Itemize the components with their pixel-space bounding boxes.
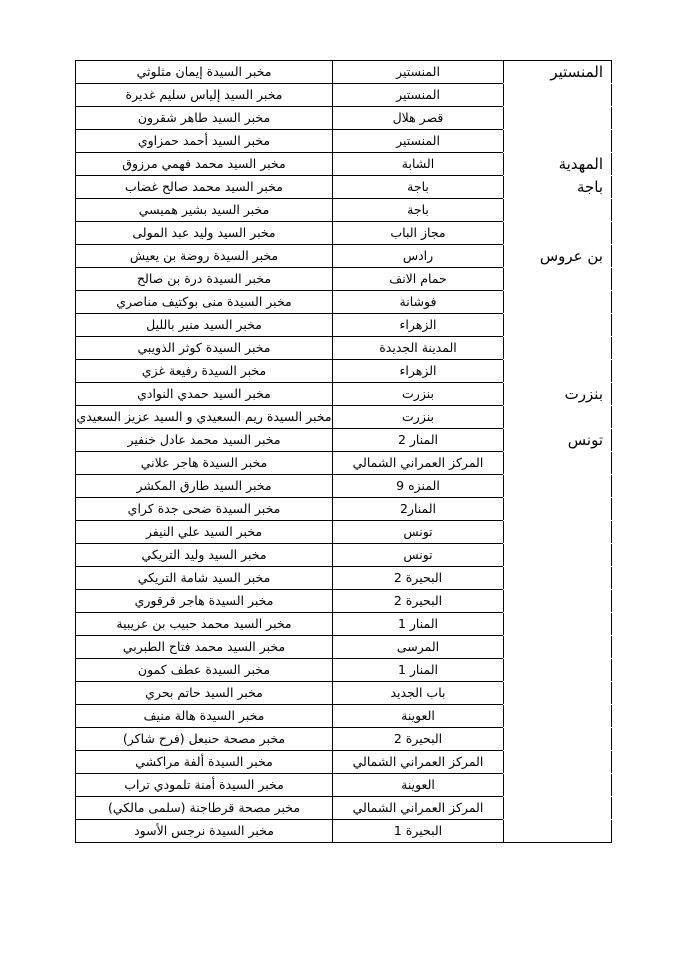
governorate-cell — [504, 199, 612, 222]
laboratory-cell: مخبر السيد محمد فهمي مرزوق — [76, 153, 333, 176]
laboratory-cell: مخبر السيدة نرجس الأسود — [76, 820, 333, 843]
laboratory-cell: مخبر السيدة عطف كمون — [76, 659, 333, 682]
laboratory-cell: مخبر السيدة منى بوكتيف مناصري — [76, 291, 333, 314]
table-row — [76, 222, 612, 245]
city-cell: المنستير — [333, 61, 504, 84]
laboratory-cell: مخبر السيد وليد التريكي — [76, 544, 333, 567]
city-cell: المنار 1 — [333, 659, 504, 682]
table-row — [76, 130, 612, 153]
city-cell: المنزه 9 — [333, 475, 504, 498]
governorate-cell — [504, 84, 612, 107]
table-row — [76, 659, 612, 682]
city-cell: المركز العمراني الشمالي — [333, 452, 504, 475]
city-cell: حمام الانف — [333, 268, 504, 291]
governorate-cell — [504, 659, 612, 682]
city-cell: باجة — [333, 199, 504, 222]
city-cell: المنستير — [333, 84, 504, 107]
governorate-cell — [504, 222, 612, 245]
city-cell: بنزرت — [333, 406, 504, 429]
city-cell: المنار 1 — [333, 613, 504, 636]
table-row — [76, 567, 612, 590]
laboratory-cell: مخبر السيد محمد صالح غضاب — [76, 176, 333, 199]
table-row — [76, 429, 612, 452]
table-row — [76, 728, 612, 751]
governorate-cell — [504, 682, 612, 705]
governorate-cell — [504, 337, 612, 360]
laboratory-cell: مخبر السيد حاتم بحري — [76, 682, 333, 705]
governorate-cell: باجة — [504, 176, 612, 199]
laboratory-cell: مخبر السيد إلياس سليم غديرة — [76, 84, 333, 107]
table-row — [76, 544, 612, 567]
governorate-cell — [504, 521, 612, 544]
laboratory-cell: مخبر السيد بشير هميسي — [76, 199, 333, 222]
governorate-cell — [504, 544, 612, 567]
governorate-cell: المهدية — [504, 153, 612, 176]
table-row — [76, 820, 612, 843]
laboratory-cell: مخبر السيد وليد عبد المولى — [76, 222, 333, 245]
table-row — [76, 176, 612, 199]
city-cell: تونس — [333, 544, 504, 567]
table-row — [76, 314, 612, 337]
laboratory-cell: مخبر السيد محمد حبيب بن عريبية — [76, 613, 333, 636]
laboratory-cell: مخبر السيدة هالة منيف — [76, 705, 333, 728]
table-row — [76, 521, 612, 544]
table-row — [76, 199, 612, 222]
table-row — [76, 682, 612, 705]
laboratory-cell: مخبر السيد أحمد حمزاوي — [76, 130, 333, 153]
city-cell: المركز العمراني الشمالي — [333, 797, 504, 820]
table-row — [76, 107, 612, 130]
governorate-cell — [504, 613, 612, 636]
laboratory-cell: مخبر السيدة إيمان مثلوثي — [76, 61, 333, 84]
governorate-cell — [504, 406, 612, 429]
governorate-cell — [504, 291, 612, 314]
laboratory-cell: مخبر السيد منير بالليل — [76, 314, 333, 337]
city-cell: تونس — [333, 521, 504, 544]
table-row — [76, 774, 612, 797]
governorate-cell: بن عروس — [504, 245, 612, 268]
governorate-cell — [504, 130, 612, 153]
governorate-cell — [504, 107, 612, 130]
governorate-cell — [504, 774, 612, 797]
laboratory-cell: مخبر السيد حمدي النوادي — [76, 383, 333, 406]
laboratory-cell: مخبر مصحة قرطاجنة (سلمى مالكي) — [76, 797, 333, 820]
governorate-cell — [504, 360, 612, 383]
laboratory-cell: مخبر السيدة درة بن صالح — [76, 268, 333, 291]
table-row — [76, 705, 612, 728]
governorate-cell — [504, 268, 612, 291]
governorate-cell — [504, 751, 612, 774]
laboratory-cell: مخبر السيد طارق المكشر — [76, 475, 333, 498]
table-row — [76, 636, 612, 659]
table-row — [76, 245, 612, 268]
city-cell: البحيرة 2 — [333, 590, 504, 613]
laboratory-cell: مخبر السيد محمد عادل خنفير — [76, 429, 333, 452]
city-cell: المنار2 — [333, 498, 504, 521]
laboratory-cell: مخبر السيد طاهر شقرون — [76, 107, 333, 130]
governorate-cell — [504, 590, 612, 613]
city-cell: العوينة — [333, 774, 504, 797]
table-row — [76, 613, 612, 636]
city-cell: رادس — [333, 245, 504, 268]
governorate-cell — [504, 636, 612, 659]
governorate-cell: المنستير — [504, 61, 612, 84]
city-cell: الشابة — [333, 153, 504, 176]
governorate-cell — [504, 820, 612, 843]
governorate-cell — [504, 314, 612, 337]
city-cell: الزهراء — [333, 360, 504, 383]
city-cell: باجة — [333, 176, 504, 199]
city-cell: المنستير — [333, 130, 504, 153]
table-row — [76, 475, 612, 498]
city-cell: الزهراء — [333, 314, 504, 337]
table-row — [76, 590, 612, 613]
governorate-cell — [504, 728, 612, 751]
laboratory-cell: مخبر السيدة روضة بن يعيش — [76, 245, 333, 268]
governorate-cell — [504, 705, 612, 728]
laboratory-cell: مخبر السيدة هاجر علاني — [76, 452, 333, 475]
city-cell: العوينة — [333, 705, 504, 728]
governorate-cell: تونس — [504, 429, 612, 452]
laboratory-cell: مخبر مصحة حنبعل (فرح شاكر) — [76, 728, 333, 751]
city-cell: بنزرت — [333, 383, 504, 406]
governorate-cell — [504, 475, 612, 498]
table-row — [76, 61, 612, 84]
city-cell: البحيرة 1 — [333, 820, 504, 843]
laboratory-cell: مخبر السيدة هاجر قرقوري — [76, 590, 333, 613]
laboratory-cell: مخبر السيد علي النيفر — [76, 521, 333, 544]
table-row — [76, 452, 612, 475]
laboratory-cell: مخبر السيدة ألفة مراكشي — [76, 751, 333, 774]
table-row — [76, 751, 612, 774]
city-cell: مجاز الباب — [333, 222, 504, 245]
table-row — [76, 360, 612, 383]
table-row — [76, 383, 612, 406]
city-cell: البحيرة 2 — [333, 567, 504, 590]
city-cell: المدينة الجديدة — [333, 337, 504, 360]
city-cell: فوشانة — [333, 291, 504, 314]
city-cell: البحيرة 2 — [333, 728, 504, 751]
city-cell: المرسى — [333, 636, 504, 659]
city-cell: باب الجديد — [333, 682, 504, 705]
governorate-cell — [504, 452, 612, 475]
labs-table-body — [76, 61, 612, 843]
table-row — [76, 406, 612, 429]
governorate-cell — [504, 498, 612, 521]
table-row — [76, 153, 612, 176]
laboratory-cell: مخبر السيدة كوثر الذويبي — [76, 337, 333, 360]
laboratory-cell: مخبر السيدة ضحى جدة كراي — [76, 498, 333, 521]
city-cell: المركز العمراني الشمالي — [333, 751, 504, 774]
laboratory-cell: مخبر السيد شامة التريكي — [76, 567, 333, 590]
city-cell: المنار 2 — [333, 429, 504, 452]
laboratory-cell: مخبر السيد محمد فتاح الطبربي — [76, 636, 333, 659]
table-row — [76, 268, 612, 291]
table-row — [76, 84, 612, 107]
labs-table — [75, 60, 612, 843]
table-row — [76, 797, 612, 820]
city-cell: قصر هلال — [333, 107, 504, 130]
table-row — [76, 498, 612, 521]
laboratory-cell: مخبر السيدة ريم السعيدي و السيد عزيز السعيدي — [76, 406, 333, 429]
governorate-cell: بنزرت — [504, 383, 612, 406]
laboratory-cell: مخبر السيدة أمنة تلمودي تراب — [76, 774, 333, 797]
laboratory-cell: مخبر السيدة رفيعة غزي — [76, 360, 333, 383]
governorate-cell — [504, 567, 612, 590]
table-row — [76, 337, 612, 360]
table-row — [76, 291, 612, 314]
governorate-cell — [504, 797, 612, 820]
